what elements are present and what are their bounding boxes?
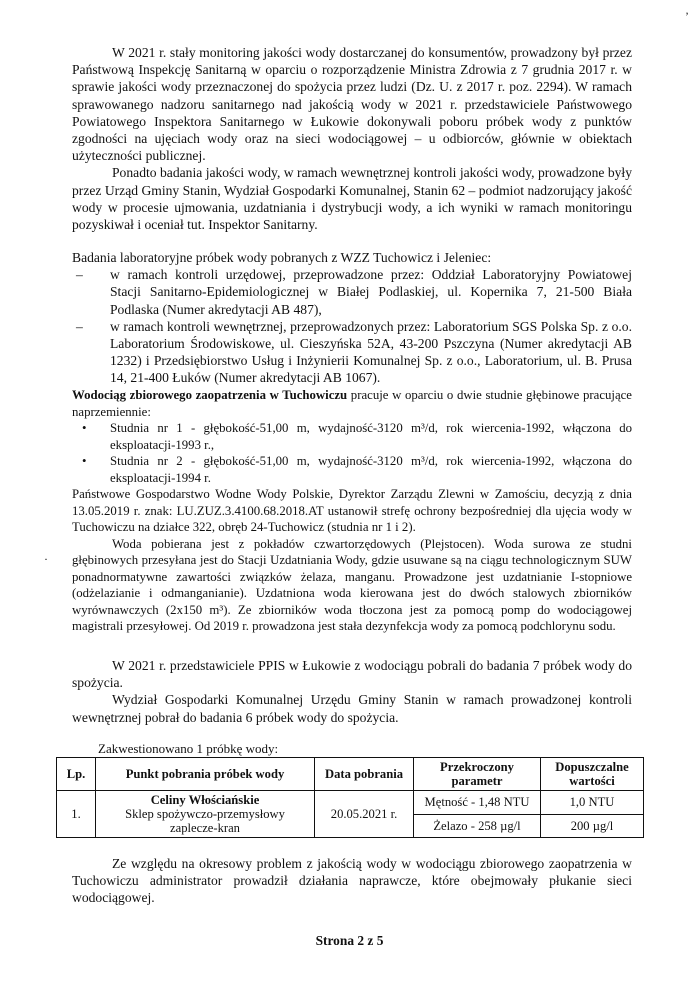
well-item: • Studnia nr 1 - głębokość-51,00 m, wydajność-3120 m³/d, rok wiercenia-1992, włączona do eksploatacji-1993 r., — [72, 420, 632, 453]
paragraph-monitoring: W 2021 r. stały monitoring jakości wody dostarczanej do konsumentów, prowadzony był przez Państwową Inspekcję Sanitarną w oparciu o rozporządzenie Ministra Zdrowia z 7 grudnia 2017 r. w sprawie jakości wody przeznaczonej do spożycia przez ludzi (Dz. U. z 2017 r. poz. 2294). W ramach sprawowanego nadzoru sanitarnego nad jakością wody w 2021 r. przedstawiciele Państwowego Powiatowego Inspektora Sanitarnego w Łukowie dokonywali poboru próbek wody z punktów zgodności na ujęciach wody oraz na sieci wodociągowej – u odbiorców, głównie w obiektach użyteczności publicznej. — [72, 45, 632, 164]
laboratory-item: – w ramach kontroli urzędowej, przeprowadzone przez: Oddział Laboratoryjny Powiatowej Stacji Sanitarno-Epidemiologicznej w Białej Podlaskiej, ul. Kopernika 7, 21-500 Biała Podlaska (Numer akredytacji AB 487), — [72, 266, 632, 318]
stray-dot: · — [44, 552, 48, 566]
laboratory-section — [72, 249, 632, 387]
col-header-parameter: Przekroczony parametr — [414, 758, 541, 791]
table-header-row — [57, 758, 644, 791]
cell-date: 20.05.2021 r. — [315, 791, 414, 838]
margin-mark: ’ — [685, 9, 689, 23]
monitoring-section — [72, 44, 632, 233]
wells-list — [72, 420, 632, 486]
paragraph-corrective-actions: Ze względu na okresowy problem z jakością wody w wodociągu zbiorowego zaopatrzenia w Tuchowiczu administrator prowadził działania naprawcze, które obejmowały płukanie sieci wodociągowej. — [72, 856, 632, 906]
laboratory-item: – w ramach kontroli wewnętrznej, przeprowadzonych przez: Laboratorium SGS Polska Sp. z o.o. Laboratorium Środowiskowe, ul. Cieszyńska 52A, 43-200 Pszczyna (Numer akredytacji AB 1232) i Przedsiębiorstwo Usług i Inżynierii Komunalnej Sp. z o.o., Laboratorium, ul. B. Prusa 14, 21-400 Łuków (Numer akredytacji AB 1067). — [72, 318, 632, 387]
waterworks-section — [72, 387, 632, 635]
waterworks-name: Wodociąg zbiorowego zaopatrzenia w Tuchowiczu — [72, 388, 348, 402]
protection-zone-decision: Państwowe Gospodarstwo Wodne Wody Polskie, Dyrektor Zarządu Zlewni w Zamościu, decyzją z dnia 13.05.2019 r. znak: LU.ZUZ.3.4100.68.2018.AT ustanowił strefę ochrony bezpośredniej dla ujęcia wody w Tuchowiczu na działce 322, obręb 24-Tuchowicz (studnia nr 1 i 2). — [72, 487, 632, 534]
cell-sampling-point — [96, 791, 315, 838]
laboratory-list — [72, 266, 632, 386]
table-row — [57, 791, 644, 815]
paragraph-internal-control: Ponadto badania jakości wody, w ramach wewnętrznej kontroli jakości wody, prowadzone były przez Urząd Gminy Stanin, Wydział Gospodarki Komunalnej, Stanin 62 – podmiot nadzorujący jakość wody w procesie ujmowania, uzdatniania i dystrybucji wody, a ich wyniki w ramach monitoringu pozyskiwał i oceniał tut. Inspektor Sanitarny. — [72, 165, 632, 233]
closing-section — [72, 855, 632, 907]
cell-parameter: Żelazo - 258 µg/l — [414, 814, 541, 838]
col-header-date: Data pobrania — [315, 758, 414, 791]
results-table — [56, 757, 644, 838]
col-header-lp: Lp. — [57, 758, 96, 791]
paragraph-water-treatment: Woda pobierana jest z pokładów czwartorzędowych (Plejstocen). Woda surowa ze studni głębinowych przesyłana jest do Stacji Uzdatniania Wody, gdzie usuwane są na ciągu technologicznym SUW ponadnormatywne zawartości związków żelaza, manganu. Prowadzone jest uzdatnianie I-stopniowe (odżelazianie i odmanganianie). Uzdatniona woda kierowana jest do dwóch stalowych zbiorników wyrównawczych (2x150 m³). Ze zbiorników woda tłoczona jest za pomocą pomp do wodociągowej magistrali przesyłowej. Od 2019 r. prowadzona jest stała dezynfekcja wody za pomocą podchlorynu sodu. — [72, 536, 632, 633]
sampling-point-name: Celiny Włościańskie — [150, 793, 260, 807]
laboratory-intro: Badania laboratoryjne próbek wody pobranych z WZZ Tuchowicz i Jeleniec: — [72, 250, 492, 265]
page-number: Strona 2 z 5 — [315, 933, 384, 948]
cell-parameter: Mętność - 1,48 NTU — [414, 791, 541, 815]
col-header-point: Punkt pobrania próbek wody — [96, 758, 315, 791]
paragraph-wgk-samples: Wydział Gospodarki Komunalnej Urzędu Gminy Stanin w ramach prowadzonej kontroli wewnętrznej pobrał do badania 6 próbek wody do spożycia. — [72, 692, 632, 725]
paragraph-ppis-samples: W 2021 r. przedstawiciele PPIS w Łukowie z wodociągu pobrali do badania 7 próbek wody do spożycia. — [72, 658, 632, 691]
waterworks-intro-text: pracuje w oparciu o dwie studnie głębinowe pracujące naprzemiennie: — [72, 388, 632, 419]
cell-limit: 200 µg/l — [541, 814, 644, 838]
sampling-section — [72, 657, 632, 726]
table-caption: Zakwestionowano 1 próbkę wody: — [98, 741, 279, 756]
cell-lp: 1. — [57, 791, 96, 838]
waterworks-intro — [72, 387, 632, 420]
col-header-limit: Dopuszczalne wartości — [541, 758, 644, 791]
cell-limit: 1,0 NTU — [541, 791, 644, 815]
well-item: • Studnia nr 2 - głębokość-51,00 m, wydajność-3120 m³/d, rok wiercenia-1992, włączona do eksploatacji-1994 r. — [72, 453, 632, 486]
sampling-point-description: Sklep spożywczo-przemysłowy zaplecze-kran — [125, 807, 285, 835]
